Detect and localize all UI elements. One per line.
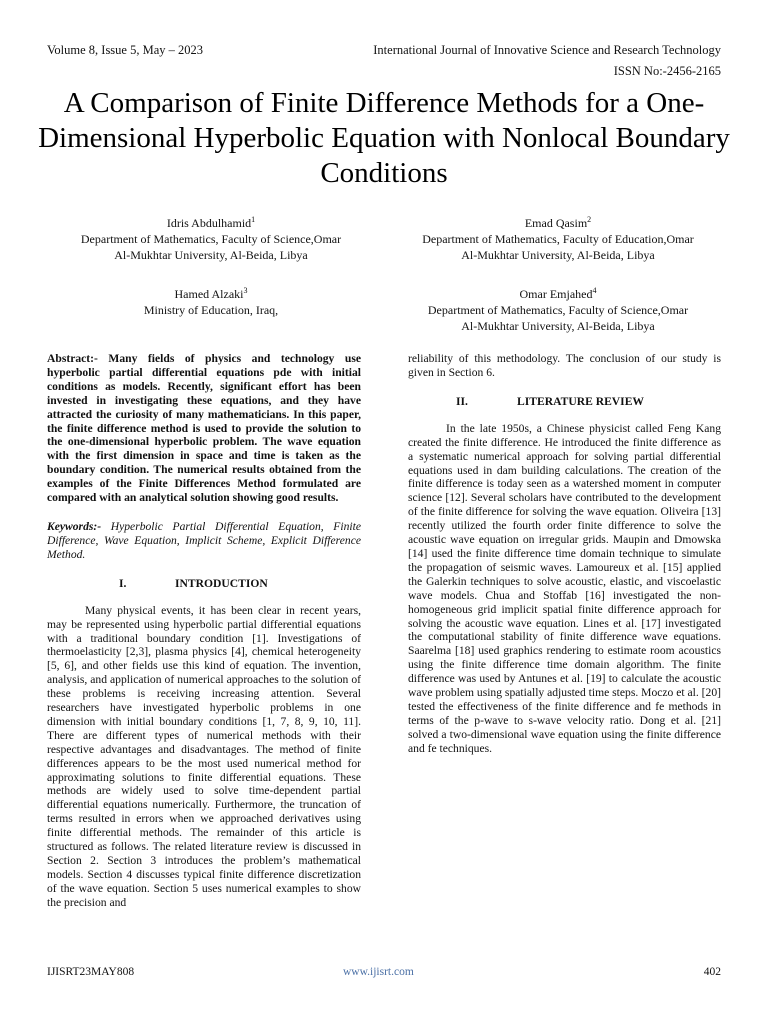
volume-info: Volume 8, Issue 5, May – 2023 [47,43,204,57]
author-name: Emad Qasim [524,216,588,230]
section-title: LITERATURE REVIEW [517,394,645,408]
author-name: Omar Emjahed [519,287,593,301]
author-name: Idris Abdulhamid [166,216,252,230]
author-name: Hamed Alzaki [174,287,244,301]
author-sup: 2 [587,215,592,224]
author-block-2 [393,212,723,263]
keywords-label: Keywords:- [47,519,102,533]
literature-paragraph: In the late 1950s, a Chinese physicist called Feng Kang created the finite difference. He introduced the finite difference as a systematic numerical approach for solving partial differential equations used in dam building calculations. The creation of the finite difference is today seen as a watershed moment in computer science [12]. Several scholars have contributed to the development of the finite difference for solving the wave equation. Oliveira [13] recently utilized the fourth order finite difference to solve the acoustic wave equation on irregular grids. Maupin and Dmowska [14] used the finite difference time domain technique to simulate the propagation of seismic waves. Lamoureux et al. [15] applied the Galerkin techniques to solve acoustic, elastic, and viscoelastic wave models. Chua and Stoffab [16] investigated the non-homogeneous grid implicit spatial finite difference approach for solving the acoustic wave equation. Lines et al. [17] investigated the computational stability of finite difference wave equations. Saarelma [18] used graphics rendering to estimate room acoustics using the finite difference time domain algorithm. The finite difference was used by Antunes et al. [19] to calculate the acoustic wave problem using spatially adjusted time steps. Moczo et al. [20] tested the effectiveness of the finite difference and fe methods in terms of the p-wave to s-wave velocity ratio. Dong et al. [21] solved a two-dimensional wave equation using the finite difference and fe techniques. [408,421,721,755]
keywords-text: Hyperbolic Partial Differential Equation, Finite Difference, Wave Equation, Implicit Scheme, Explicit Difference Method. [47,519,361,561]
left-column [47,352,361,910]
author-sup: 1 [251,215,256,224]
page-number: 402 [703,966,721,978]
journal-name: International Journal of Innovative Science and Research Technology [373,43,721,57]
author-affiliation: Al-Mukhtar University, Al-Beida, Libya [114,248,308,262]
continued-paragraph: reliability of this methodology. The conclusion of our study is given in Section 6. [408,352,721,379]
issn: ISSN No:-2456-2165 [613,64,721,78]
paper-title: A Comparison of Finite Difference Methods for a One-Dimensional Hyperbolic Equation with Nonlocal Boundary Conditions [38,87,730,189]
section-number: II. [456,394,468,408]
author-affiliation: Al-Mukhtar University, Al-Beida, Libya [461,248,655,262]
author-sup: 4 [592,286,597,295]
keywords [47,520,361,562]
section-title: INTRODUCTION [175,576,268,590]
section-heading-intro [47,577,361,591]
footer-article-code: IJISRT23MAY808 [47,966,135,978]
author-block-3 [46,283,376,318]
intro-paragraph: Many physical events, it has been clear in recent years, may be represented using hyperbolic partial differential equations with a traditional boundary condition [1]. Investigations of thermoelasticity [2,3], plasma physics [4], chemical heterogeneity [5, 6], and other fields use this kind of equation. The invention, analysis, and application of numerical approaches to the solution of these problems is receiving increasing attention. Several researchers have investigated hyperbolic problems in one dimension with initial boundary conditions [1, 7, 8, 9, 10, 11]. There are different types of numerical methods with their respective advantages and disadvantages. The method of finite differences appears to be the most used numerical method for approximating solutions to finite differential equations. These methods are widely used to solve time-dependent partial differential equations numerically. Furthermore, the truncation of terms resulted in errors when we approached derivatives using finite differential methods. The remainder of this article is structured as follows. The related literature review is discussed in Section 2. Section 3 introduces the problem’s mathematical models. Section 4 discusses typical finite difference discretization of the wave equation. Section 5 uses numerical examples to show the precision and [47,603,361,909]
section-number: I. [119,576,127,590]
section-heading-lit [408,395,721,409]
author-affiliation: Department of Mathematics, Faculty of Science,Omar [80,232,342,246]
author-block-4 [393,283,723,334]
right-column [408,352,721,756]
footer-website-link[interactable]: www.ijisrt.com [343,966,414,978]
author-block-1 [46,212,376,263]
author-affiliation: Department of Mathematics, Faculty of Education,Omar [422,232,694,246]
author-sup: 3 [243,286,248,295]
author-affiliation: Al-Mukhtar University, Al-Beida, Libya [461,319,655,333]
abstract: Abstract:- Many fields of physics and technology use hyperbolic partial differential equations pde with initial conditions as models. Recently, significant effort has been invested in investigating these equations, and they have attracted the curiosity of many mathematicians. In this paper, the finite difference method is used to provide the solution to the one-dimensional hyperbolic problem. The wave equation with the first dimension in space and time is taken as the boundary condition. The numerical results obtained from the examples of the Finite Differences Method formulated are compared with an analytical solution showing good results. [47,352,361,505]
author-affiliation: Ministry of Education, Iraq, [143,303,279,317]
author-affiliation: Department of Mathematics, Faculty of Science,Omar [427,303,689,317]
